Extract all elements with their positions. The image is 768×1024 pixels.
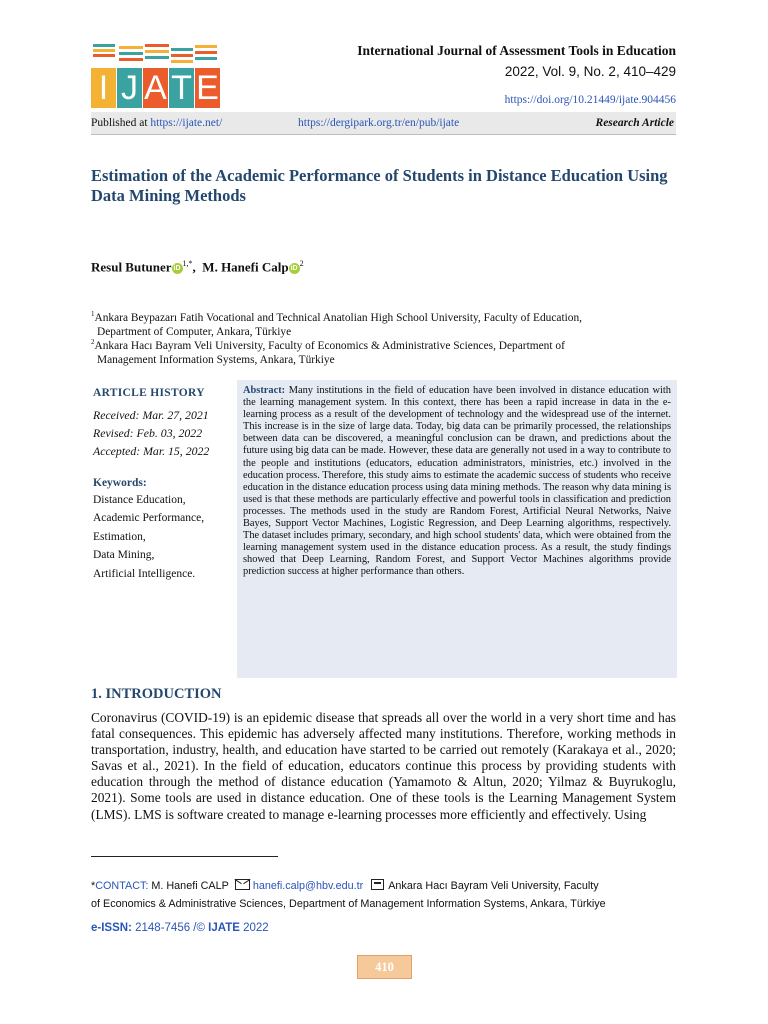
volume-info: 2022, Vol. 9, No. 2, 410–429 xyxy=(504,64,676,79)
issn-label: e-ISSN: xyxy=(91,922,132,934)
envelope-icon xyxy=(235,879,250,890)
publication-bar xyxy=(91,112,676,135)
contact-label: CONTACT: xyxy=(95,880,149,892)
author-name[interactable]: M. Hanefi Calp xyxy=(202,259,289,275)
published-at-label: Published at xyxy=(91,117,148,129)
author-sup: 1,* xyxy=(182,259,193,268)
journal-logo xyxy=(91,42,219,110)
section-heading: 1. INTRODUCTION xyxy=(91,686,222,702)
revised-date: Revised: Feb. 03, 2022 xyxy=(93,426,203,440)
keywords-heading: Keywords: xyxy=(93,477,147,489)
issn-line xyxy=(91,922,269,934)
logo-letters xyxy=(91,68,221,108)
affiliation-number: 1 xyxy=(91,310,95,318)
article-type: Research Article xyxy=(595,117,674,129)
keyword-item: Distance Education, xyxy=(93,494,186,506)
author-separator: , xyxy=(192,259,196,275)
keyword-item: Artificial Intelligence. xyxy=(93,568,196,580)
affiliation-text: Ankara Beypazarı Fatih Vocational and Technical Anatolian High School University, Faculty of Education, xyxy=(94,311,583,324)
logo-letter: J xyxy=(117,68,142,108)
issn-number: 2148-7456 /© xyxy=(135,922,205,934)
dergipark-link[interactable]: https://dergipark.org.tr/en/pub/ijate xyxy=(298,117,460,129)
keyword-item: Academic Performance, xyxy=(93,512,205,524)
introduction-text: Coronavirus (COVID-19) is an epidemic disease that spreads all over the world in a very short time and has fatal consequences. This epidemic has adversely affected many institutions. Therefore, working methods in transportation, industry, health, and education have started to be carried out remotely (Karakaya et al., 2020; Savas et al., 2021). In the field of education, educators continue this process by providing students with education through the method of distance education (Yamamoto & Altun, 2020; Yilmaz & Buyrukoglu, 2021). Some tools are used in distance education. One of these tools is the Learning Management System (LMS). LMS is software created to manage e-learning processes more efficiently and effectively. Using xyxy=(91,710,676,822)
affiliation-2 xyxy=(91,335,676,367)
footnote-star: * xyxy=(91,880,96,892)
affiliation-text: Ankara Hacı Bayram Veli University, Faculty of Economics & Administrative Sciences, Department of xyxy=(94,339,565,352)
journal-name: International Journal of Assessment Tools in Education xyxy=(357,43,676,58)
history-heading: ARTICLE HISTORY xyxy=(93,387,205,399)
contact-name: M. Hanefi CALP xyxy=(151,880,229,892)
affiliation-text: Department of Computer, Ankara, Türkiye xyxy=(97,325,292,338)
abstract-text: Many institutions in the field of education have been involved in distance education with the learning management system. In this context, there has been a rapid increase in data in the e-learning process as a result of the development of technology and the widespread use of the internet. This increase is in the size of large data. Today, big data can be primarily processed, the relationships between data can be discovered, a meaningful conclusion can be drawn, and predictions about the future using big data can be made. However, these data are generally not used in a way to contribute to the people and institutions (educators, education administrators, ministries, etc.) involved in the education process. Therefore, this study aims to estimate the academic success of students who receive education in the distance education process using data mining methods. The reason why data mining is used is that these methods are particularly effective and powerful tools in classification and prediction processes. The methods used in the study are Random Forest, Artificial Neural Networks, Naive Bayes, Support Vector Machines, Logistic Regression, and Deep Learning algorithms, respectively. The dataset includes primary, secondary, and high school students' data, which were obtained from the learning management system used in the distance education process. As a result, the study findings showed that Deep Learning, Random Forest, and Support Vector Machines algorithms provide prediction success at higher performance than others. xyxy=(243,385,671,578)
logo-letter: E xyxy=(196,69,219,107)
logo-letter: I xyxy=(91,68,116,108)
abstract-box xyxy=(237,380,677,678)
affiliation-number: 2 xyxy=(91,338,95,346)
contact-address: of Economics & Administrative Sciences, Department of Management Information Systems, Ankara, Türkiye xyxy=(91,898,606,910)
author-sup: 2 xyxy=(299,259,304,268)
affiliation-text: Management Information Systems, Ankara, Türkiye xyxy=(97,353,335,366)
issn-journal: IJATE xyxy=(208,922,240,934)
footnote-rule xyxy=(91,856,278,857)
contact-address: Ankara Hacı Bayram Veli University, Faculty xyxy=(388,880,599,892)
contact-email[interactable]: hanefi.calp@hbv.edu.tr xyxy=(252,880,364,892)
keyword-item: Data Mining, xyxy=(93,549,155,561)
abstract-heading: Abstract: xyxy=(243,385,286,396)
logo-bars xyxy=(91,42,219,66)
accepted-date: Accepted: Mar. 15, 2022 xyxy=(93,444,210,458)
orcid-icon[interactable]: iD xyxy=(173,265,181,273)
contact-footnote xyxy=(91,877,676,913)
keyword-item: Estimation, xyxy=(93,531,146,543)
address-icon xyxy=(371,879,384,890)
article-title: Estimation of the Academic Performance of Students in Distance Education Using Data Mining Methods xyxy=(91,166,668,205)
page-number: 410 xyxy=(357,955,412,979)
doi-link[interactable]: https://doi.org/10.21449/ijate.904456 xyxy=(504,94,676,106)
author-list xyxy=(91,259,304,275)
published-at xyxy=(91,112,222,134)
received-date: Received: Mar. 27, 2021 xyxy=(93,408,209,422)
author-name[interactable]: Resul Butuner xyxy=(91,259,172,275)
logo-letter: A xyxy=(144,69,167,107)
site-link[interactable]: https://ijate.net/ xyxy=(150,117,223,129)
orcid-icon[interactable]: iD xyxy=(290,265,298,273)
logo-letter: T xyxy=(169,68,194,108)
issn-year: 2022 xyxy=(243,922,269,934)
